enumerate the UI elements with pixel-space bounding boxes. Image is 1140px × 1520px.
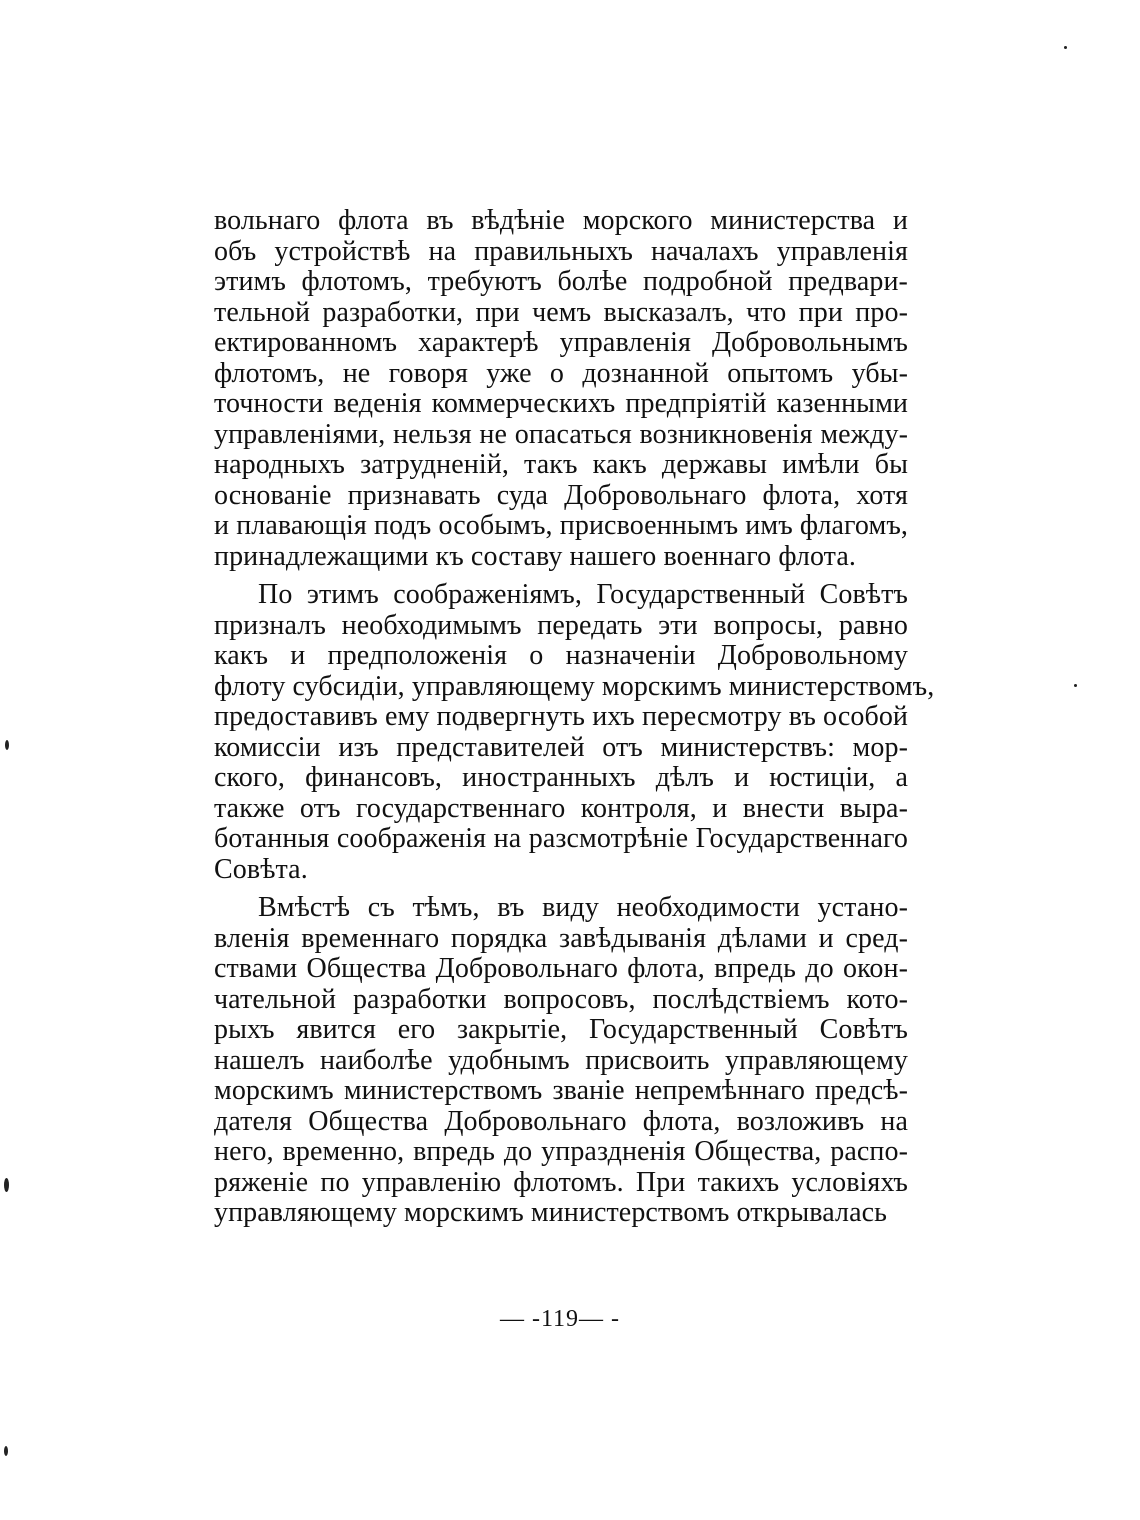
paragraph xyxy=(214,893,908,1229)
text-line: какъ и предположенія о назначеніи Добровольному xyxy=(214,640,908,671)
text-line: тельной разработки, при чемъ высказалъ, что при про- xyxy=(214,296,908,328)
text-line: Вмѣстѣ съ тѣмъ, въ виду необходимости устано- xyxy=(258,892,908,923)
paragraph xyxy=(214,206,908,572)
text-line: управляющему морскимъ министерствомъ открывалась xyxy=(214,1197,887,1228)
text-line: чательной разработки вопросовъ, послѣдствіемъ кото- xyxy=(214,983,908,1015)
text-line: народныхъ затрудненій, такъ какъ державы имѣли бы xyxy=(214,449,908,480)
text-line: и плавающія подъ особымъ, присвоеннымъ имъ флагомъ, xyxy=(214,510,908,541)
text-line: комиссіи изъ представителей отъ министерствъ: мор- xyxy=(214,731,908,763)
scan-speck xyxy=(4,1178,9,1192)
paragraph xyxy=(214,579,935,885)
scan-speck xyxy=(1064,46,1067,49)
text-line: рыхъ явится его закрытіе, Государственный Совѣтъ xyxy=(214,1014,908,1045)
text-line: ствами Общества Добровольнаго флота, впредь до окон- xyxy=(214,953,908,984)
text-line: флотомъ, не говоря уже о дознанной опытомъ убы- xyxy=(214,357,908,389)
text-line: ского, финансовъ, иностранныхъ дѣлъ и юстиціи, а xyxy=(214,762,908,793)
text-line: вленія временнаго порядка завѣдыванія дѣлами и сред- xyxy=(214,922,908,954)
text-line: этимъ флотомъ, требуютъ болѣе подробной предвари- xyxy=(214,266,908,297)
text-line: По этимъ соображеніямъ, Государственный Совѣтъ xyxy=(258,579,908,610)
text-line: нашелъ наиболѣе удобнымъ присвоить управляющему xyxy=(214,1044,908,1076)
text-line: основаніе признавать суда Добровольнаго флота, хотя xyxy=(214,479,908,511)
text-line: Совѣта. xyxy=(214,853,308,885)
text-line: принадлежащими къ составу нашего военнаго флота. xyxy=(214,540,856,572)
text-line: ектированномъ характерѣ управленія Добровольнымъ xyxy=(214,327,908,358)
text-line: дателя Общества Добровольнаго флота, возложивъ на xyxy=(214,1105,908,1137)
page-number: — -119— - xyxy=(499,1306,621,1332)
text-line: призналъ необходимымъ передать эти вопросы, равно xyxy=(214,609,908,641)
text-line: объ устройствѣ на правильныхъ началахъ управленія xyxy=(214,235,908,267)
text-line: него, временно, впредь до упраздненія Общества, распо- xyxy=(214,1136,908,1167)
body-text xyxy=(214,205,935,1229)
text-line: также отъ государственнаго контроля, и внести выра- xyxy=(214,792,908,824)
text-line: предоставивъ ему подвергнуть ихъ пересмотру въ особой xyxy=(214,701,908,732)
text-line: вольнаго флота въ вѣдѣніе морского министерства и xyxy=(214,205,908,236)
scan-speck xyxy=(1074,684,1077,687)
text-line: ряженіе по управленію флотомъ. При такихъ условіяхъ xyxy=(214,1166,908,1198)
scan-speck xyxy=(5,740,9,750)
text-line: морскимъ министерствомъ званіе непремѣннаго предсѣ- xyxy=(214,1075,908,1106)
text-line: ботанныя соображенія на разсмотрѣніе Государственнаго xyxy=(214,823,908,854)
scan-speck xyxy=(4,1446,8,1456)
text-line: флоту субсидіи, управляющему морскимъ министерствомъ, xyxy=(214,670,935,702)
text-line: точности веденія коммерческихъ предпріятій казенными xyxy=(214,388,908,419)
text-line: управленіями, нельзя не опасаться возникновенія между- xyxy=(214,418,908,450)
